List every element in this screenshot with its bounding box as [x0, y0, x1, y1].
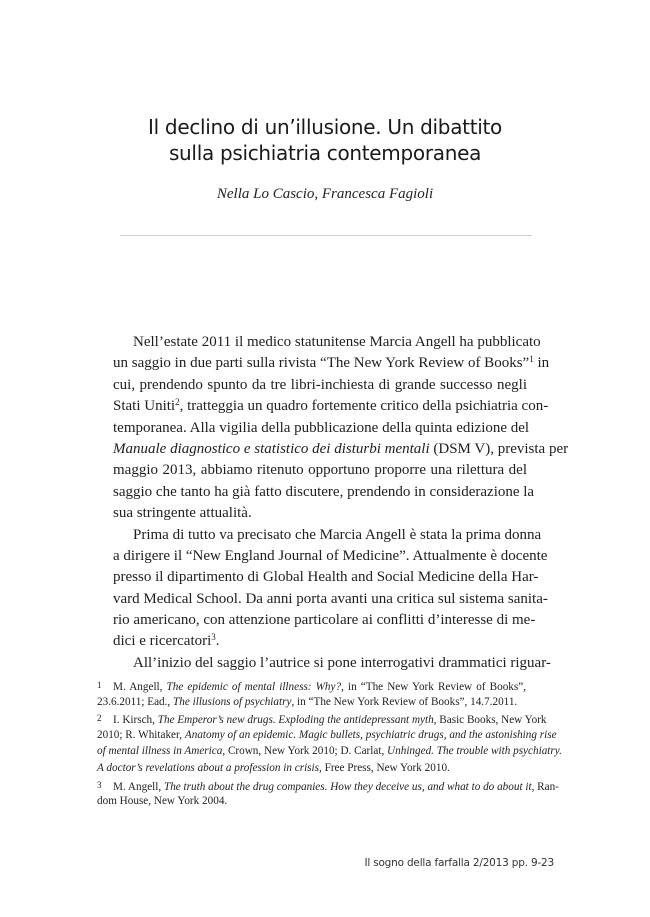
footnote-text: , in “The New York Review of Books”,	[341, 681, 526, 693]
paragraph-2	[113, 525, 548, 653]
footnote-1	[97, 677, 526, 710]
footnote-italic: Anatomy of an epidemic. Magic bullets, psychiatric drugs, and the astonishing rise	[184, 728, 557, 741]
book-title-italic: Manuale diagnostico e statistico dei disturbi mentali	[113, 440, 430, 457]
footnote-line	[97, 777, 559, 794]
footnote-number: 2	[97, 713, 102, 724]
footnote-italic: Unhinged. The trouble with psychiatry.	[387, 745, 562, 758]
body-text: , tratteggia un quadro fortemente critico della psichiatria con-	[179, 398, 549, 415]
footnote-text: 2010; R. Whitaker,	[97, 728, 185, 741]
footnote-ref-2[interactable]: 2	[175, 397, 180, 408]
footnote-number: 1	[97, 680, 102, 690]
body-line: temporanea. Alla vigilia della pubblicazione della quinta edizione del	[113, 419, 530, 436]
article-authors: Nella Lo Cascio, Francesca Fagioli	[216, 186, 434, 202]
footnote-text: , Crown, New York 2010; D. Carlat,	[222, 745, 388, 758]
footnote-text: M. Angell,	[113, 681, 167, 693]
footnote-text: I. Kirsch,	[113, 714, 158, 727]
body-line: Prima di tutto va precisato che Marcia Angell è stata la prima donna	[133, 526, 542, 543]
footnote-ref-3[interactable]: 3	[211, 632, 216, 643]
footnote-ref-1[interactable]: 1	[529, 354, 534, 365]
footnote-number: 3	[97, 779, 102, 790]
body-line: presso il dipartimento di Global Health and Social Medicine della Har-	[113, 569, 539, 586]
footnote-text: , Basic Books, New York	[433, 714, 547, 727]
title-divider	[120, 235, 532, 236]
footnote-italic: of mental illness in America	[97, 745, 223, 758]
footnote-line	[97, 694, 526, 711]
body-line	[113, 631, 527, 652]
footnote-3	[97, 777, 559, 810]
footnote-line: dom House, New York 2004.	[97, 795, 228, 808]
footnote-text: , in “The New York Review of Books”, 14.7.2011.	[291, 695, 518, 708]
page-footer: Il sogno della farfalla 2/2013 pp. 9-23	[364, 857, 554, 869]
footnote-line	[97, 677, 526, 694]
footnote-line	[97, 727, 557, 744]
article-title	[0, 114, 650, 166]
footnote-text: , Free Press, New York 2010.	[319, 761, 450, 774]
footnote-italic: The epidemic of mental illness: Why?	[166, 681, 342, 693]
footnote-line	[97, 760, 526, 777]
body-text: un saggio in due parti sulla rivista “The New York Review of Books”	[113, 355, 530, 372]
body-text: .	[215, 633, 220, 650]
body-line: Nell’estate 2011 il medico statunitense Marcia Angell ha pubblicato	[133, 334, 541, 350]
footnote-italic: A doctor’s revelations about a profession in crisis	[97, 761, 319, 774]
body-line	[113, 353, 550, 374]
footnote-text: M. Angell,	[113, 780, 164, 793]
footnote-line	[97, 710, 547, 727]
paragraph-3	[113, 653, 551, 674]
footnote-line	[97, 743, 562, 760]
body-text: Stati Uniti	[113, 398, 176, 415]
body-line: cui, prendendo spunto da tre libri-inchiesta di grande successo negli	[113, 376, 527, 393]
article-body	[113, 332, 569, 674]
footnote-text: 23.6.2011; Ead.,	[97, 695, 174, 708]
footnote-2	[97, 710, 562, 776]
footnote-italic: The illusions of psychiatry	[173, 695, 292, 708]
footnote-italic: The Emperor’s new drugs. Exploding the antidepressant myth	[157, 714, 434, 727]
footnotes	[97, 677, 562, 810]
title-line-2: sulla psichiatria contemporanea	[168, 141, 482, 165]
body-text: dici e ricercatori	[113, 633, 212, 650]
body-line: rio americano, con attenzione particolare ai conflitti d’interesse di me-	[113, 612, 536, 629]
body-line: All’inizio del saggio l’autrice si pone interrogativi drammatici riguar-	[133, 654, 551, 671]
footnote-italic: The truth about the drug companies. How they deceive us, and what to do about it	[163, 780, 532, 793]
body-line	[113, 396, 549, 417]
body-line: sua stringente attualità.	[113, 505, 252, 522]
body-line: maggio 2013, abbiamo ritenuto opportuno proporre una rilettura del	[113, 462, 527, 479]
body-line: vard Medical School. Da anni porta avanti una critica sul sistema sanita-	[113, 590, 548, 607]
body-text: in	[533, 355, 550, 372]
title-line-1: Il declino di un’illusione. Un dibattito	[148, 115, 502, 139]
body-line: saggio che tanto ha già fatto discutere, prendendo in considerazione la	[113, 483, 535, 500]
body-line: a dirigere il “New England Journal of Medicine”. Attualmente è docente	[113, 547, 548, 564]
footnote-text: , Ran-	[531, 780, 559, 793]
paragraph-1	[113, 332, 569, 525]
body-text: (DSM V), prevista per	[429, 440, 569, 457]
body-line	[113, 439, 569, 460]
